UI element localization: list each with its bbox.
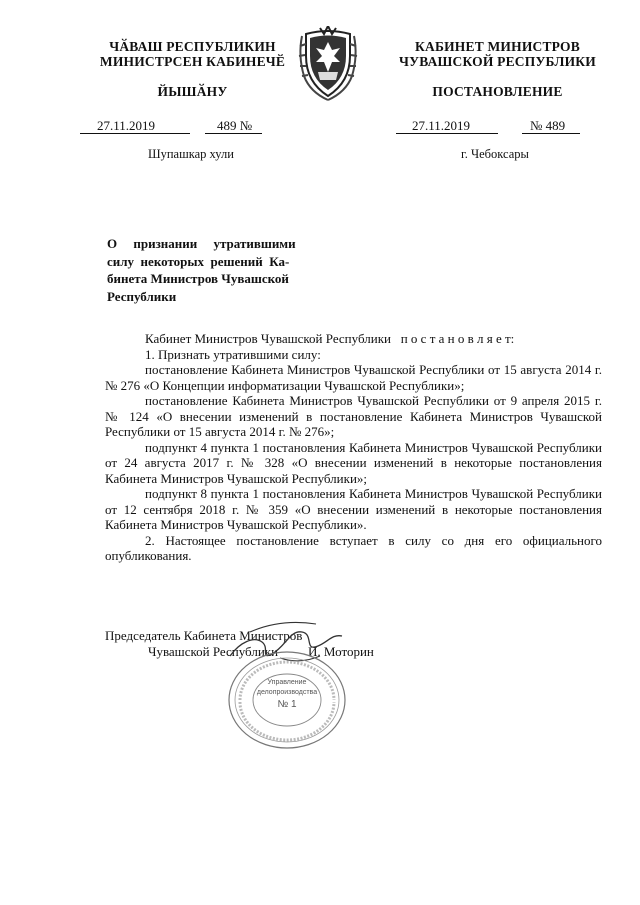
- header-left-city: Шупашкар хули: [148, 147, 234, 161]
- body-paragraph-1: постановление Кабинета Министров Чувашской Республики от 15 августа 2014 г. № 276 «О Концепции информатизации Чувашской Республики»;: [105, 362, 602, 393]
- header-right-date-underline: [396, 133, 498, 134]
- header-right-number-underline: [522, 133, 580, 134]
- document-body: [105, 331, 602, 564]
- signature-name: И. Моторин: [308, 644, 374, 659]
- body-item2: 2. Настоящее постановление вступает в силу со дня его официального опубликования.: [105, 532, 602, 563]
- body-intro: Кабинет Министров Чувашской Республики п о с т а н о в л я е т:: [145, 331, 515, 346]
- signature-title-line2: Чувашской Республики: [148, 644, 279, 659]
- header-right-doctype: ПОСТАНОВЛЕНИЕ: [432, 84, 563, 99]
- header-right-date: 27.11.2019: [412, 118, 471, 133]
- header-left-line1: ЧӐВАШ РЕСПУБЛИКИН: [109, 39, 276, 54]
- document-title: [107, 235, 310, 305]
- signature-title-line1: Председатель Кабинета Министров: [105, 628, 303, 643]
- header-left-number: 489 №: [217, 118, 253, 133]
- coat-of-arms-emblem-icon: [296, 26, 360, 102]
- body-paragraph-2: постановление Кабинета Министров Чувашской Республики от 9 апреля 2015 г. № 124 «О внесении изменений в постановление Кабинета Министров Чувашской Республики от 15 августа 2014 г. № 276»;: [105, 393, 602, 439]
- body-paragraph-4: подпункт 8 пункта 1 постановления Кабинета Министров Чувашской Республики от 12 сентября 2018 г. № 359 «О внесении изменений в некоторые постановления Кабинета Министров Чувашской Республики».: [105, 486, 602, 532]
- body-paragraph-3: подпункт 4 пункта 1 постановления Кабинета Министров Чувашской Республики от 24 августа 2017 г. № 328 «О внесении изменений в некоторые постановления Кабинета Министров Чувашской Республики»;: [105, 439, 602, 486]
- title-line3: бинета Министров Чувашской: [107, 271, 289, 286]
- header-left-number-underline: [205, 133, 262, 134]
- header-right-line1: КАБИНЕТ МИНИСТРОВ: [415, 39, 580, 54]
- header-left-doctype: ЙЫШӐНУ: [157, 84, 228, 99]
- stamp-number: № 1: [277, 699, 297, 710]
- title-line4: Республики: [107, 288, 177, 304]
- header-left-line2: МИНИСТРСЕН КАБИНЕЧӖ: [99, 54, 286, 69]
- stamp-line1: Управление: [267, 679, 307, 686]
- title-line1: О признании утратившими: [107, 236, 296, 251]
- body-item1: 1. Признать утратившими силу:: [145, 346, 321, 362]
- header-right-city: г. Чебоксары: [461, 147, 529, 161]
- stamp-line2: делопроизводства: [256, 689, 318, 696]
- header-right-org: [375, 39, 620, 69]
- official-stamp-icon: [226, 650, 348, 750]
- header-left-date: 27.11.2019: [97, 118, 156, 133]
- title-line2: силу некоторых решений Ка-: [107, 253, 290, 269]
- header-right-number: № 489: [530, 118, 566, 133]
- header-right-line2: ЧУВАШСКОЙ РЕСПУБЛИКИ: [399, 54, 596, 69]
- header-left-org: [70, 39, 315, 69]
- header-left-date-underline: [80, 133, 190, 134]
